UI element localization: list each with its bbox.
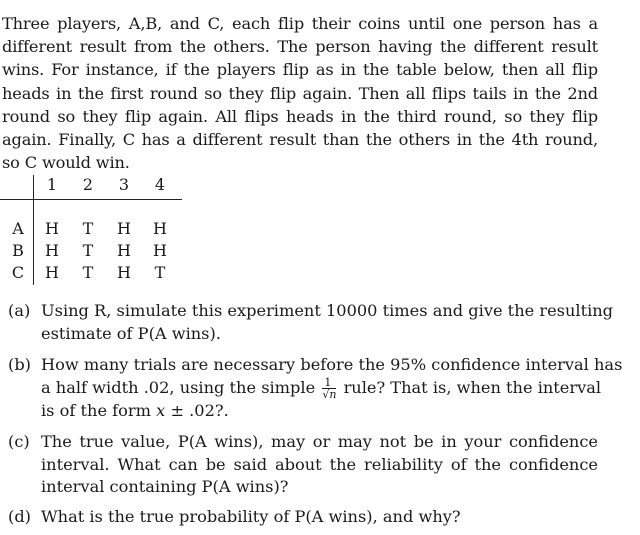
- text-line: estimate of P(A wins).: [41, 323, 221, 343]
- question-tag: (b): [8, 355, 31, 374]
- text-line: interval. What can be said about the reliability of the confidence: [41, 454, 598, 474]
- flip-cell: H: [45, 219, 59, 238]
- text-fragment: a half width .02, using the simple: [41, 377, 316, 397]
- flip-cell: T: [82, 241, 94, 260]
- text-line: wins. For instance, if the players flip as in the table below, then all flip: [2, 60, 598, 80]
- flip-cell: H: [45, 263, 59, 282]
- text-line: round so they flip again. All flips heads in the third round, so they flip: [2, 106, 598, 126]
- question-tag: (d): [8, 507, 31, 526]
- text-line: Three players, A,B, and C, each flip their coins until one person has a: [2, 14, 598, 33]
- question-body: [41, 431, 598, 499]
- question-body: [41, 506, 598, 529]
- text-line: How many trials are necessary before the 95% confidence interval has: [41, 355, 623, 374]
- text-line: interval containing P(A wins)?: [41, 477, 289, 496]
- flip-cell: T: [82, 219, 94, 238]
- flip-cell: H: [117, 241, 131, 260]
- flip-cell: T: [82, 263, 94, 282]
- question-tag: (a): [8, 301, 31, 320]
- text-line: [41, 375, 602, 401]
- round-header: 1: [46, 175, 58, 194]
- text-line: Using R, simulate this experiment 10000 times and give the resulting: [41, 301, 614, 320]
- text-line: different result from the others. The person having the different result: [2, 37, 598, 57]
- round-header: 3: [118, 175, 130, 194]
- text-line: again. Finally, C has a different result than the others in the 4th round,: [2, 130, 598, 150]
- text-line: heads in the first round so they flip again. Then all flips tails in the 2nd: [2, 83, 598, 103]
- round-header: 2: [82, 175, 94, 194]
- flip-cell: H: [117, 263, 131, 282]
- question-body: [41, 300, 614, 345]
- flip-cell: H: [153, 241, 167, 260]
- fraction-numerator: 1: [322, 377, 336, 389]
- flip-cell: T: [154, 263, 166, 282]
- text-fragment: rule? That is, when the interval: [343, 377, 602, 397]
- table-vertical-rule: [33, 175, 34, 285]
- flip-cell: H: [153, 219, 167, 238]
- flip-cell: H: [117, 219, 131, 238]
- player-label: C: [11, 263, 25, 282]
- player-label: B: [12, 241, 24, 260]
- table-header-rule: [0, 199, 182, 200]
- math-variable: x: [156, 400, 166, 420]
- fraction-denominator: √n: [322, 387, 337, 401]
- text-line: The true value, P(A wins), may or may not be in your confidence: [41, 432, 598, 451]
- question-tag: (c): [8, 432, 30, 451]
- text-fragment: is of the form: [41, 400, 151, 420]
- round-header: 4: [154, 175, 166, 194]
- text-line: What is the true probability of P(A wins), and why?: [41, 507, 461, 526]
- flip-cell: H: [45, 241, 59, 260]
- text-line: so C would win.: [2, 153, 130, 173]
- one-over-root-n-fraction: [322, 377, 336, 400]
- problem-statement: [2, 12, 598, 174]
- text-fragment: ± .02?.: [170, 400, 229, 420]
- text-line: [41, 400, 598, 423]
- question-body: [41, 354, 623, 422]
- player-label: A: [12, 219, 24, 238]
